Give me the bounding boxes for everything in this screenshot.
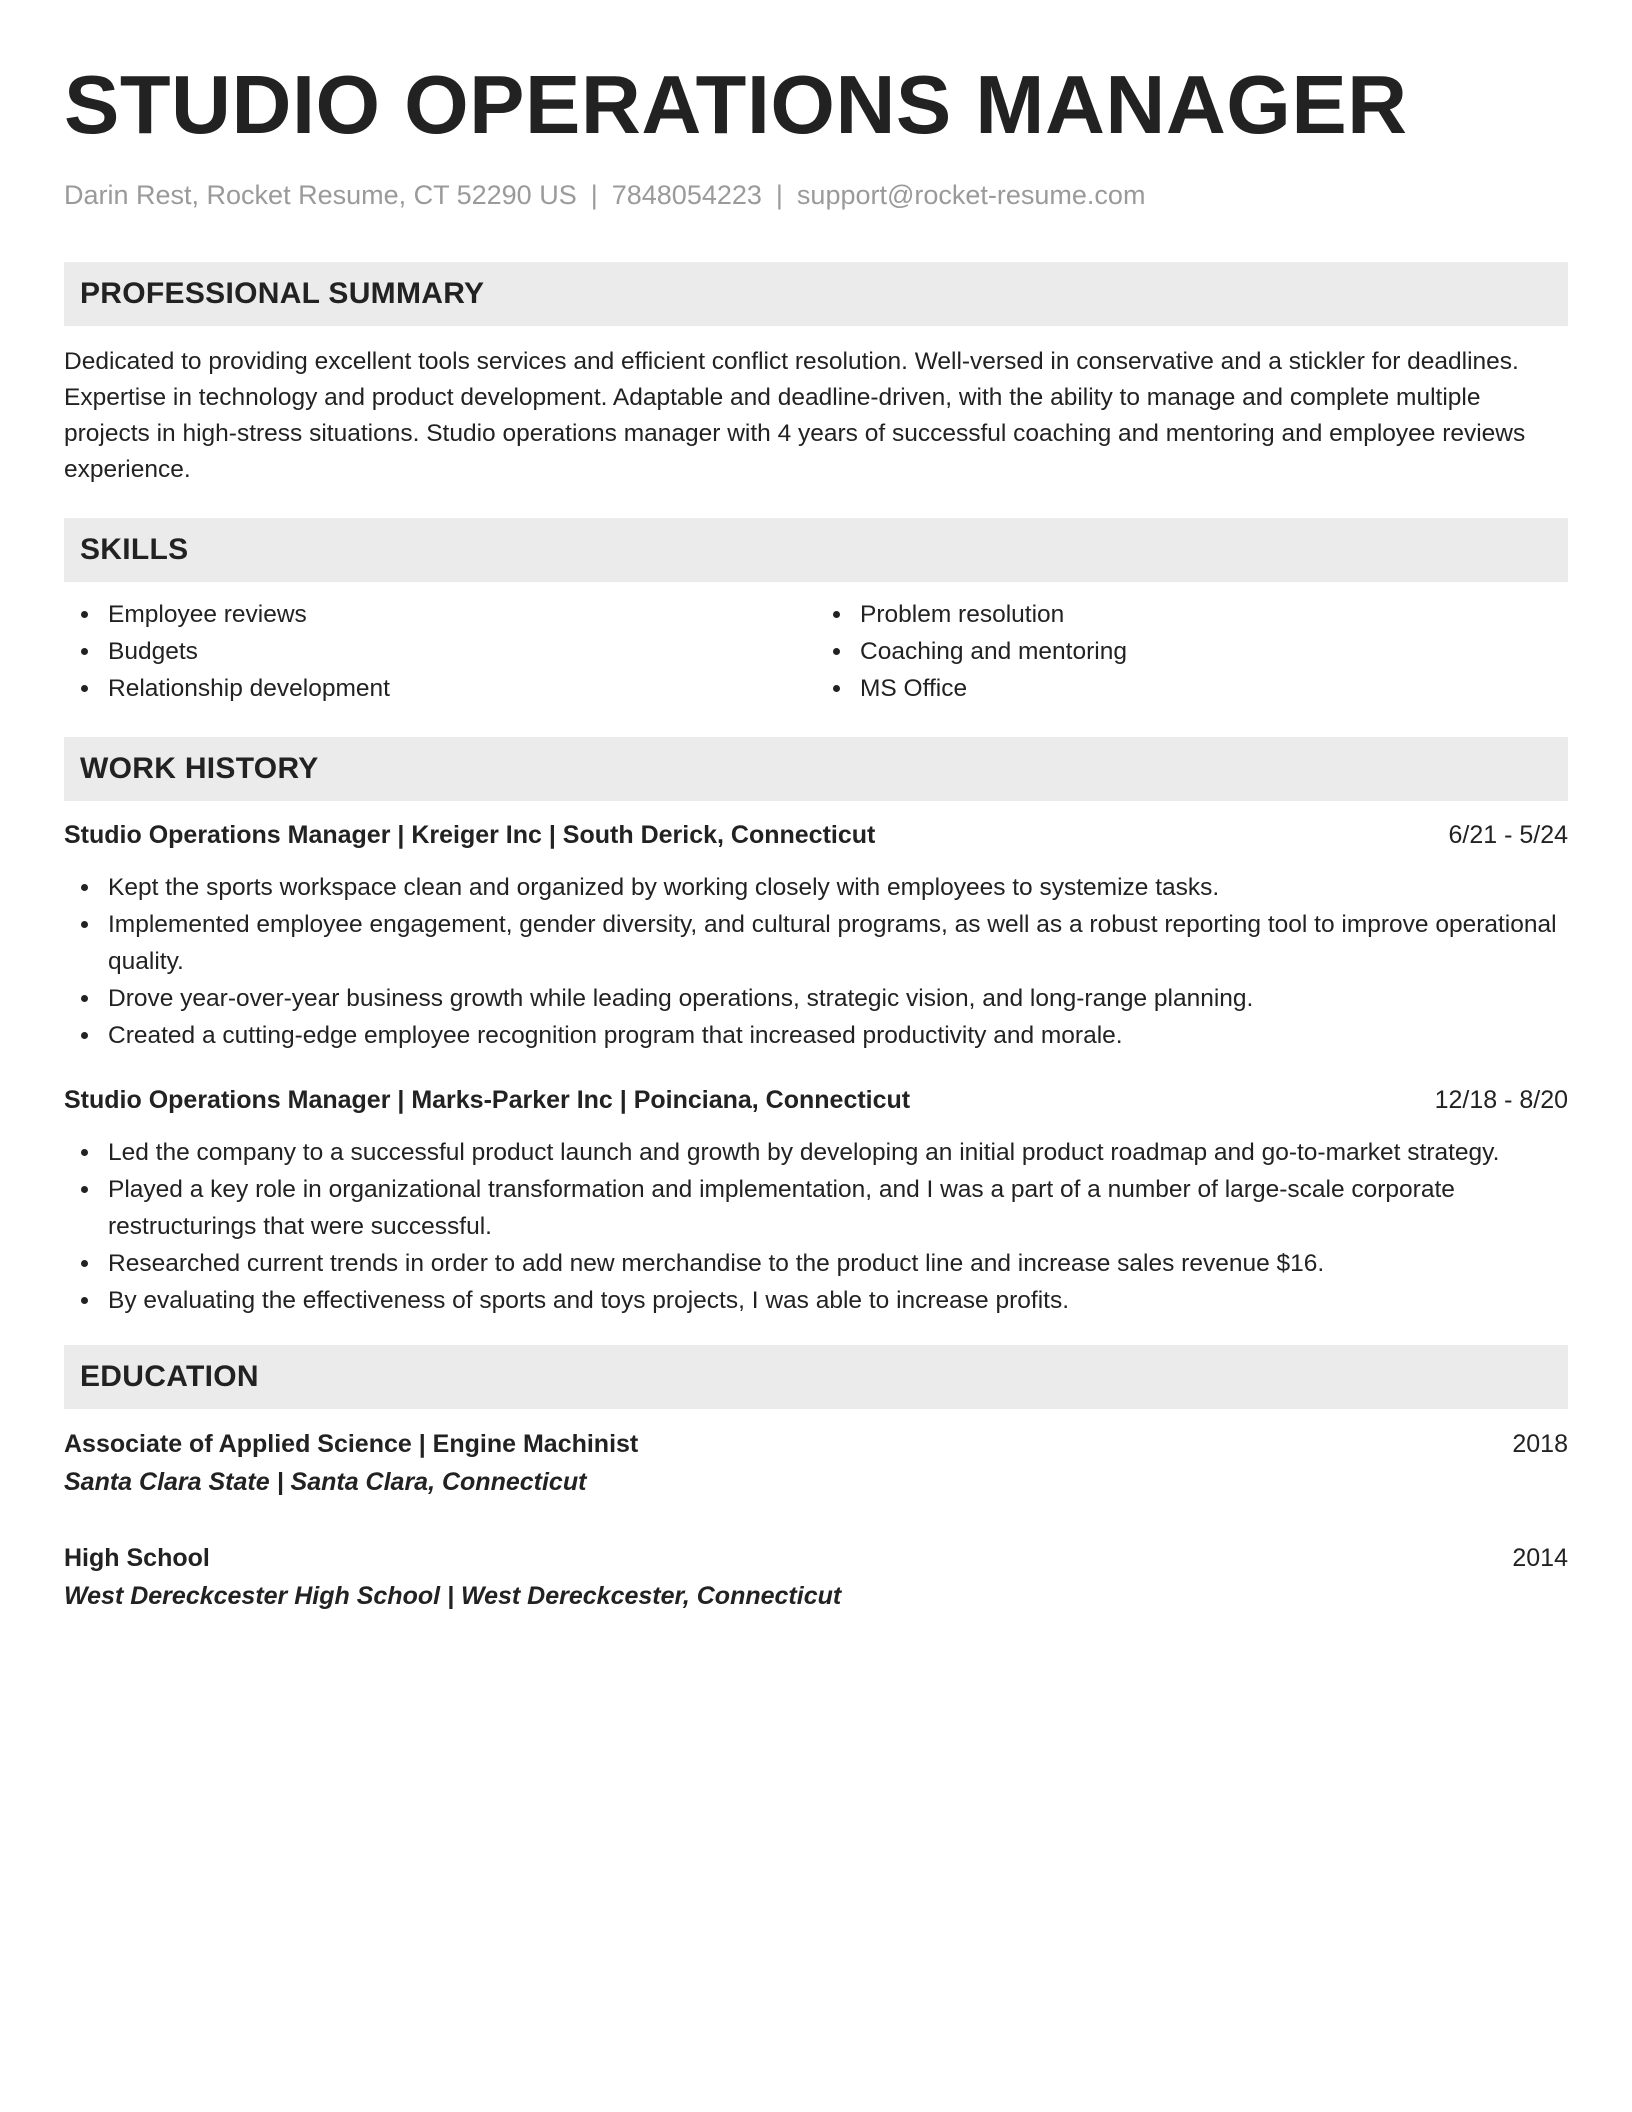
summary-text: Dedicated to providing excellent tools services and efficient conflict resolution. Well-versed in conservative and a stickler for deadlines. Expertise in technology and product development. Adaptable and deadline-driven, with the ability to manage and complete multiple projects in high-stress situations. Studio operations manager with 4 years of successful coaching and mentoring and employee reviews experience. — [64, 348, 1526, 483]
contact-separator: | — [775, 180, 783, 210]
job-entry — [64, 817, 1568, 1054]
skill-item: Budgets — [64, 633, 816, 670]
section-heading-work-history: WORK HISTORY — [64, 737, 1568, 801]
education-year: 2018 — [1512, 1430, 1568, 1458]
job-dates: 6/21 - 5/24 — [1448, 821, 1568, 849]
job-bullet: Created a cutting-edge employee recognition program that increased productivity and morale. — [64, 1017, 1568, 1054]
job-bullets — [64, 869, 1568, 1054]
job-bullet: Researched current trends in order to add new merchandise to the product line and increase sales revenue $16. — [64, 1245, 1568, 1282]
skills-list — [64, 596, 1568, 707]
education-entry — [64, 1425, 1568, 1501]
contact-phone[interactable]: 7848054223 — [611, 180, 762, 210]
section-heading-summary: PROFESSIONAL SUMMARY — [64, 262, 1568, 326]
contact-address: Darin Rest, Rocket Resume, CT 52290 US — [64, 180, 577, 210]
skill-item: Problem resolution — [816, 596, 1568, 633]
job-title: Studio Operations Manager | Kreiger Inc | South Derick, Connecticut — [64, 821, 876, 849]
job-entry — [64, 1082, 1568, 1319]
job-dates: 12/18 - 8/20 — [1434, 1086, 1568, 1114]
job-header — [64, 817, 1568, 853]
contact-line — [64, 178, 1568, 212]
skill-item: Employee reviews — [64, 596, 816, 633]
skill-item: Relationship development — [64, 670, 816, 707]
job-bullet: Played a key role in organizational transformation and implementation, and I was a part of a number of large-scale corporate restructurings that were successful. — [64, 1171, 1568, 1245]
job-bullets — [64, 1134, 1568, 1319]
section-heading-education: EDUCATION — [64, 1345, 1568, 1409]
resume-title: STUDIO OPERATIONS MANAGER — [64, 58, 1408, 151]
contact-email[interactable]: support@rocket-resume.com — [796, 180, 1146, 210]
education-header — [64, 1425, 1568, 1463]
education-degree: High School — [64, 1544, 210, 1572]
education-school: Santa Clara State | Santa Clara, Connecticut — [64, 1468, 587, 1496]
education-degree: Associate of Applied Science | Engine Machinist — [64, 1430, 639, 1458]
job-bullet: Drove year-over-year business growth while leading operations, strategic vision, and long-range planning. — [64, 980, 1568, 1017]
job-header — [64, 1082, 1568, 1118]
skills-column-right — [816, 596, 1568, 707]
skill-item: MS Office — [816, 670, 1568, 707]
job-bullet: Led the company to a successful product launch and growth by developing an initial product roadmap and go-to-market strategy. — [64, 1134, 1568, 1171]
section-heading-skills: SKILLS — [64, 518, 1568, 582]
job-bullet: Implemented employee engagement, gender diversity, and cultural programs, as well as a robust reporting tool to improve operational quality. — [64, 906, 1568, 980]
education-entry — [64, 1539, 1568, 1615]
job-title: Studio Operations Manager | Marks-Parker Inc | Poinciana, Connecticut — [64, 1086, 911, 1114]
contact-separator: | — [590, 180, 598, 210]
skill-item: Coaching and mentoring — [816, 633, 1568, 670]
education-school: West Dereckcester High School | West Dereckcester, Connecticut — [64, 1582, 842, 1610]
job-bullet: Kept the sports workspace clean and organized by working closely with employees to systemize tasks. — [64, 869, 1568, 906]
skills-column-left — [64, 596, 816, 707]
education-header — [64, 1539, 1568, 1577]
education-year: 2014 — [1512, 1544, 1568, 1572]
job-bullet: By evaluating the effectiveness of sports and toys projects, I was able to increase profits. — [64, 1282, 1568, 1319]
